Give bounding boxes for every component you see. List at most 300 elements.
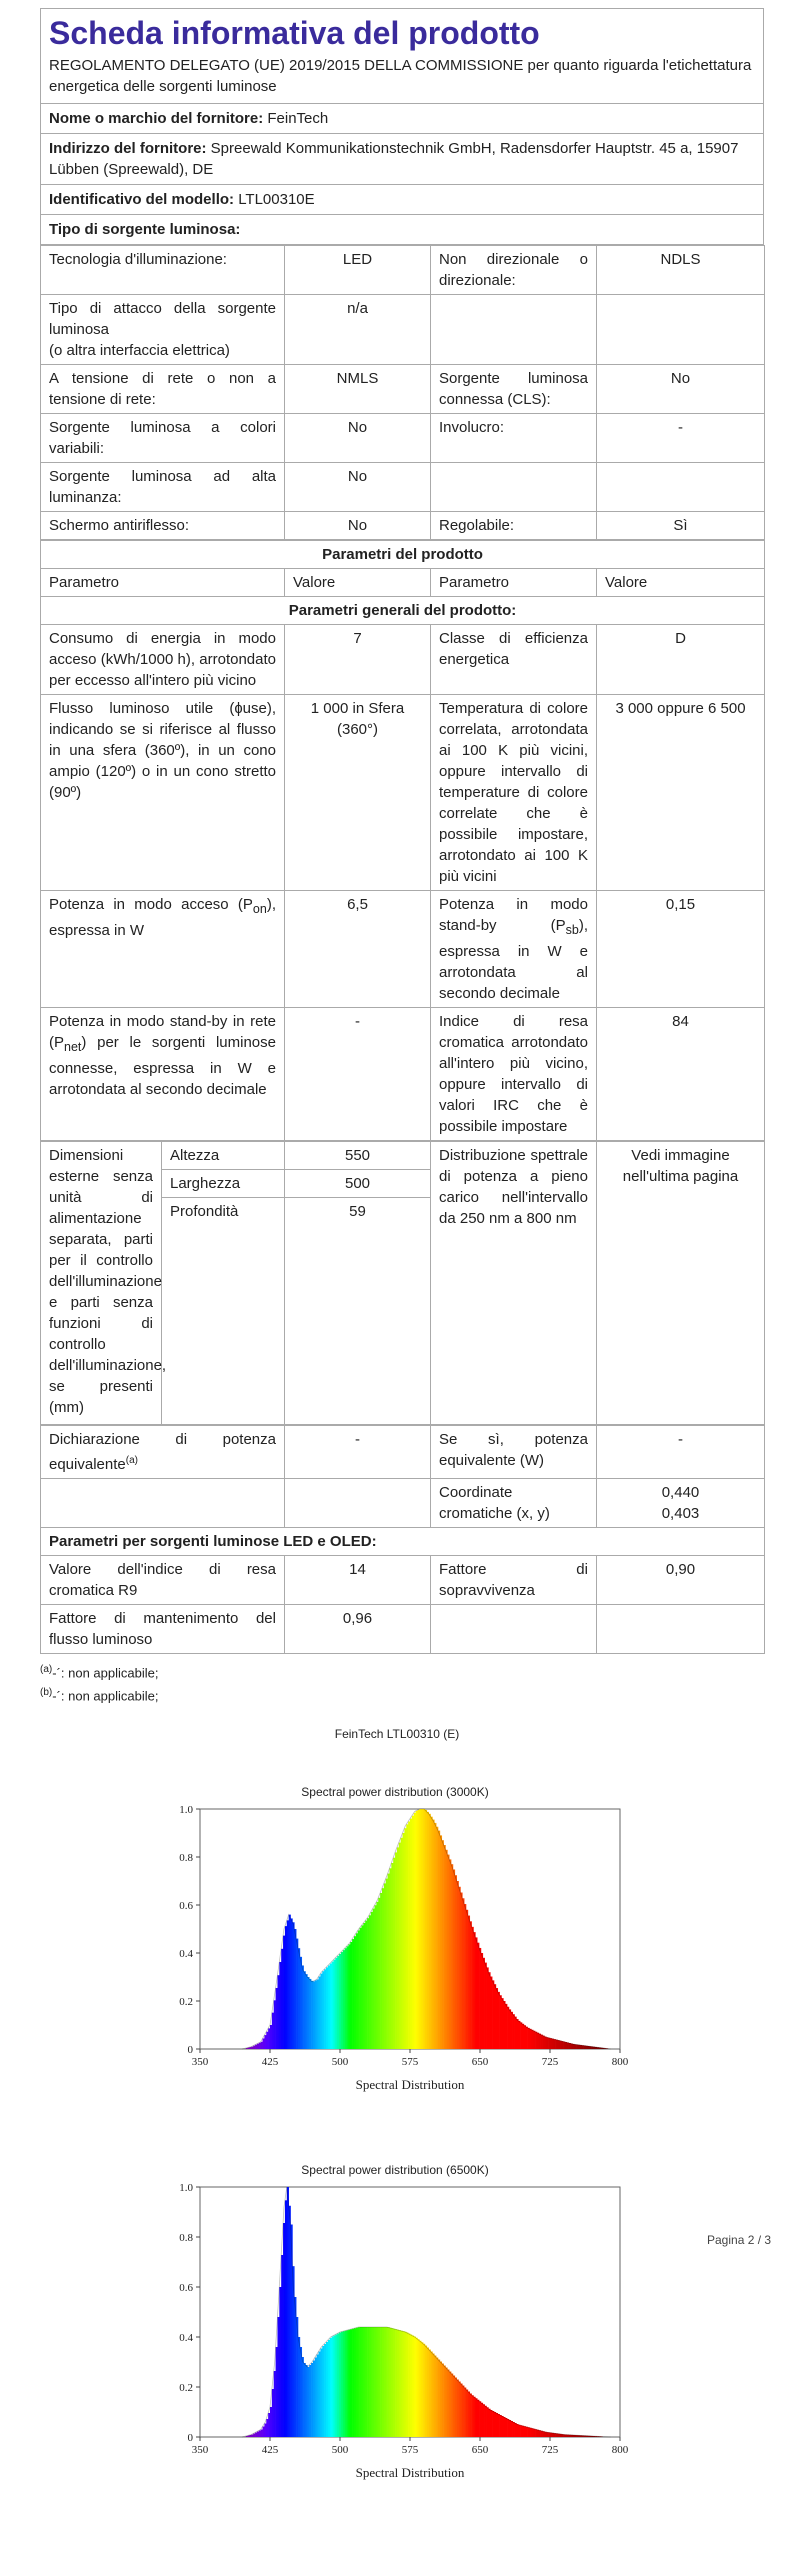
cell-c: Non direzionale o direzionale: [431,246,597,295]
spectrum-bar [373,1909,375,2049]
spectrum-bar [404,2332,406,2437]
spectrum-bar [373,2327,375,2437]
value-cct: 3 000 oppure 6 500 [597,695,765,891]
spectrum-bar [431,1817,433,2049]
spectrum-bar [438,2360,440,2438]
spectrum-bar [460,2384,462,2438]
x-tick-label: 650 [471,2444,489,2456]
cell-d: NDLS [597,246,765,295]
spectrum-bar [313,2361,315,2438]
spectrum-bar [427,1812,429,2049]
spectrum-bar [518,2425,520,2437]
x-tick-label: 800 [611,2056,629,2068]
spectrum-bar [268,2413,270,2437]
spectrum-bar [332,1962,334,2049]
spectrum-bar [309,1979,311,2049]
spectrum-bar [408,1821,410,2049]
spectrum-bar [432,1820,434,2049]
spectrum-bar [339,1954,341,2049]
y-tick-label: 0.8 [179,2232,193,2244]
table-row [41,414,765,463]
spectrum-bar [528,2427,530,2437]
spectral-chart-3000k [160,1785,630,2104]
col-header-value: Valore [285,569,431,597]
spectrum-bar [513,2422,515,2437]
param-power-on: Potenza in modo acceso $(P_{on})$, espressa in W [41,891,285,1008]
cell-c: Involucro: [431,414,597,463]
spectrum-bar [289,2206,291,2437]
spectrum-bar [264,2424,266,2438]
spectrum-bar [494,1984,496,2049]
spectrum-bar [492,1980,494,2049]
spectrum-bar [440,1835,442,2049]
value-standby: 0,15 [597,891,765,1008]
cell-a: Schermo antiriflesso: [41,512,285,540]
spectrum-bar [554,2039,556,2049]
cell-b: NMLS [285,365,431,414]
spectrum-bar [569,2043,571,2049]
spectrum-bar [503,2417,505,2437]
spectrum-bar [369,2327,371,2437]
spectrum-bar [546,2432,548,2437]
cell-c [431,463,597,512]
spectrum-bar [369,1915,371,2049]
spectrum-bar [313,1981,315,2049]
x-axis-label: Spectral Distribution [355,2465,465,2480]
spectrum-bar [324,1969,326,2049]
spectrum-bar [376,2327,378,2437]
spectrum-bar [539,2034,541,2049]
y-tick-label: 0.4 [179,1948,193,1960]
spectrum-bar [378,1898,380,2049]
spectrum-bar [457,1881,459,2049]
spectrum-bar [445,2368,447,2438]
spectrum-bar [272,2013,274,2049]
spectrum-bar [305,1974,307,2049]
table-row [41,463,765,512]
x-tick-label: 500 [331,2056,349,2068]
y-tick-label: 0.6 [179,1900,193,1912]
spectrum-bar [289,1915,291,2049]
spectrum-bar [436,2358,438,2438]
spectrum-bar [509,2009,511,2049]
col-header-param: Parametro [41,569,285,597]
spectrum-bar [401,1838,403,2049]
spectrum-bar [339,2333,341,2438]
spectrum-bar [436,1827,438,2049]
spectrum-bar [451,1864,453,2049]
spectrum-bar [429,2350,431,2438]
spectrum-bar [431,2352,433,2438]
spectrum-bar [462,2386,464,2438]
table-row [41,1008,765,1141]
spectrum-bar [358,2327,360,2437]
spectrum-bar [406,1824,408,2049]
spectrum-bar [442,2364,444,2438]
spectrum-bar [477,1943,479,2049]
spectrum-bar [311,1981,313,2049]
param-chroma: Coordinate cromatiche (x, y) [431,1479,597,1528]
model-row [40,185,764,215]
dim-width-value: 500 [285,1170,431,1198]
model-label: Identificativo del modello: [49,191,235,208]
x-tick-label: 425 [261,2444,279,2456]
spectrum-bar [423,2344,425,2437]
x-tick-label: 650 [471,2056,489,2068]
spectrum-bar [375,1905,377,2049]
spectrum-bar [531,2030,533,2049]
x-tick-label: 350 [191,2444,209,2456]
spectrum-bar [444,1845,446,2049]
spectrum-bar [384,1883,386,2049]
x-tick-label: 800 [611,2444,629,2456]
table-row [41,295,765,365]
spectrum-bar [414,1813,416,2049]
cell-b: No [285,512,431,540]
spectrum-bar [375,2327,377,2437]
spectrum-bar [457,2380,459,2438]
spectrum-bar [285,2200,287,2437]
spectrum-bar [304,1971,306,2049]
spectrum-bar [548,2038,550,2049]
cell-d: - [597,414,765,463]
spectrum-bar [255,2433,257,2438]
param-equivalent-power: Dichiarazione di potenza equivalente$^{(a)}$ [41,1426,285,1479]
value-spectral-distribution: Vedi immagine nell'ultima pagina [597,1142,765,1425]
table-row [41,1426,765,1479]
spectrum-bar [417,1810,419,2049]
col-header-value: Valore [597,569,765,597]
spectrum-bar [515,2423,517,2437]
spectrum-bar [276,2347,278,2437]
spectrum-bar [328,1965,330,2049]
spectrum-bar [567,2043,569,2049]
spectrum-bar [348,1944,350,2049]
source-table [40,245,765,540]
spectrum-bar [253,2434,255,2438]
spectrum-bar [274,2000,276,2049]
spectrum-bar [292,1922,294,2049]
spectrum-bar [347,1946,349,2049]
spectrum-bar [343,1950,345,2049]
spectrum-bar [279,2287,281,2437]
spectrum-bar [389,1868,391,2049]
table-row [41,1605,765,1654]
spectrum-bar [320,2349,322,2438]
spectrum-bar [500,2415,502,2437]
spectrum-bar [516,2019,518,2049]
spectrum-bar [393,1858,395,2049]
spectrum-bar [352,1939,354,2049]
spectrum-bar [529,2428,531,2437]
spectrum-bar [406,2333,408,2438]
spectrum-bar [490,1977,492,2049]
spectrum-bar [447,2370,449,2438]
spectrum-bar [326,1967,328,2049]
spectrum-bar [386,2327,388,2437]
spectrum-bar [251,2435,253,2438]
spectrum-bar [388,2327,390,2437]
spectrum-bar [444,2366,446,2438]
spectrum-bar [419,2341,421,2437]
spectrum-bar [395,2329,397,2437]
title-box [40,8,764,53]
spectrum-bar [259,2431,261,2438]
spectrum-bar [419,1809,421,2049]
spectrum-bar [324,2344,326,2437]
spectrum-bar [449,1859,451,2049]
spectrum-bar [367,2327,369,2437]
param-net-standby: Potenza in modo stand-by in rete $(P_{net})$ per le sorgenti luminose connesse, espressa in W e arrotondata al secondo decimale [41,1008,285,1141]
product-sheet [40,8,764,1707]
spectrum-bar [304,2363,306,2437]
spectrum-bar [410,2335,412,2438]
spectrum-bar [447,1855,449,2049]
spectrum-bar [257,2044,259,2049]
x-tick-label: 725 [541,2444,559,2456]
spectrum-bar [479,2401,481,2437]
params-table-2 [40,1425,765,1654]
spectrum-bar [281,1949,283,2049]
table-row [41,1479,765,1528]
spectrum-bar [485,2406,487,2437]
param-r9: Valore dell'indice di resa cromatica R9 [41,1556,285,1605]
footnote: $^{(a)}$-´: non applicabile; [40,1664,159,1681]
spectrum-bar [466,1910,468,2049]
spectrum-bar [488,2409,490,2437]
spectrum-bar [513,2014,515,2049]
dim-height-label: Altezza [162,1142,285,1170]
spectrum-bar [380,2327,382,2437]
spectrum-bar [522,2426,524,2437]
col-header-param: Parametro [431,569,597,597]
spectrum-bar [500,1995,502,2049]
spectrum-bar [277,2317,279,2437]
chart-title: Spectral power distribution (6500K) [301,2163,489,2177]
spectrum-bar [337,1956,339,2049]
spectrum-bar [259,2043,261,2049]
spectrum-bar [367,1918,369,2049]
spectrum-bar [442,1840,444,2049]
spectrum-bar [333,1960,335,2049]
spectrum-bar [531,2428,533,2437]
spectrum-bar [315,2358,317,2438]
spectrum-bar [341,2332,343,2437]
spectrum-bar [524,2426,526,2437]
regulation-text: REGOLAMENTO DELEGATO (UE) 2019/2015 DELLA COMMISSIONE per quanto riguarda l'etichettatura energetica delle sorgenti luminose [40,53,764,104]
spectrum-bar [403,2331,405,2437]
spectrum-bar [272,2389,274,2437]
spectrum-bar [341,1952,343,2049]
spectrum-bar [360,2327,362,2437]
spectrum-bar [459,2382,461,2438]
spectrum-bar [261,2430,263,2438]
spectrum-bar [481,1953,483,2049]
address-label: Indirizzo del fornitore: [49,140,207,157]
spectrum-bar [533,2429,535,2437]
x-tick-label: 575 [401,2056,419,2068]
spectrum-bar [261,2042,263,2049]
cell-a: A tensione di rete o non a tensione di rete: [41,365,285,414]
spectrum-bar [470,1921,472,2049]
spectrum-bar [507,2007,509,2049]
param-flux: Flusso luminoso utile (ɸuse), indicando se si riferisce al flusso in una sfera (360º), in un cono ampio (120º) o in un cono stretto (90º) [41,695,285,891]
spectrum-bar [526,2027,528,2049]
spectrum-bar [541,2035,543,2049]
spectrum-bar [264,2035,266,2049]
spectrum-bar [376,1902,378,2049]
supplier-row [40,104,764,134]
param-cri: Indice di resa cromatica arrotondato all'intero più vicino, oppure intervallo di valori IRC che è possibile impostare [431,1008,597,1141]
spectrum-bar [257,2432,259,2438]
spectrum-bar [345,2331,347,2437]
spectrum-bar [459,1887,461,2049]
value-flux: 1 000 in Sfera (360°) [285,695,431,891]
spectrum-bar [317,1979,319,2049]
spectrum-bar [427,2348,429,2438]
spectrum-bar [347,2330,349,2437]
spectrum-bar [556,2040,558,2049]
spectrum-bar [539,2430,541,2437]
y-tick-label: 0 [187,2044,193,2056]
spectrum-bar [475,1937,477,2049]
model-value: LTL00310E [238,191,315,208]
dimensions-table [40,1141,765,1425]
spectrum-bar [535,2429,537,2437]
spectrum-bar [332,2337,334,2438]
y-tick-label: 0.6 [179,2282,193,2294]
spectrum-bar [335,2335,337,2438]
spectrum-bar [401,2331,403,2437]
spectrum-bar [354,1936,356,2049]
cell-c: Regolabile: [431,512,597,540]
led-params-header: Parametri per sorgenti luminose LED e OLED: [41,1528,765,1556]
spectrum-bar [298,2337,300,2437]
spectrum-bar [302,1965,304,2049]
spectrum-bar [291,1918,293,2049]
x-axis-label: Spectral Distribution [355,2077,465,2092]
cell-b: No [285,414,431,463]
spectrum-bar [460,1893,462,2049]
spectrum-bar [393,2329,395,2437]
spectrum-bar [529,2029,531,2049]
spectrum-bar [298,1948,300,2049]
cell-a: Tipo di attacco della sorgente luminosa (o altra interfaccia elettrica) [41,295,285,365]
spectrum-bar [470,2394,472,2438]
spectrum-bar [335,1958,337,2049]
spectrum-bar [358,1930,360,2049]
spectrum-bar [479,1948,481,2049]
table-row [41,1142,765,1170]
cell-a: Sorgente luminosa a colori variabili: [41,414,285,463]
spectrum-bar [399,1843,401,2049]
param-equivalent-watts: Se sì, potenza equivalente (W) [431,1426,597,1479]
spectrum-bar [490,2410,492,2437]
footnotes [40,1660,764,1707]
spectrum-bar [410,1819,412,2049]
spectrum-bar [285,1926,287,2049]
dim-depth-label: Profondità [162,1198,285,1425]
spectrum-bar [386,1879,388,2049]
spectrum-bar [311,2363,313,2437]
spectrum-bar [429,1814,431,2049]
page-title: Scheda informativa del prodotto [49,15,540,51]
spectrum-bar [475,2398,477,2437]
spectrum-bar [557,2040,559,2049]
value-lumen-maintenance: 0,96 [285,1605,431,1654]
params-table [40,540,765,1141]
y-tick-label: 1.0 [179,2182,193,2194]
spectrum-bar [363,1923,365,2049]
value-net-standby: - [285,1008,431,1141]
spectrum-bar [266,2419,268,2437]
spectrum-bar [263,2038,265,2049]
chart-plot [160,1799,630,2099]
param-energy: Consumo di energia in modo acceso (kWh/1000 h), arrotondato per eccesso all'intero più vicino [41,625,285,695]
param-efficiency-class: Classe di efficienza energetica [431,625,597,695]
spectrum-bar [414,2337,416,2438]
spectrum-bar [440,2362,442,2438]
spectrum-bar [391,1863,393,2049]
spectrum-bar [361,1925,363,2049]
table-row [41,695,765,891]
spectrum-bar [253,2046,255,2049]
spectrum-bar [326,2342,328,2437]
spectrum-bar [511,2012,513,2049]
spectrum-bar [255,2045,257,2049]
spectrum-bar [472,1927,474,2049]
value-equivalent-power: - [285,1426,431,1479]
spectrum-bar [522,2024,524,2049]
spectrum-bar [507,2419,509,2437]
spectrum-bar [494,2412,496,2437]
spectrum-bar [432,2354,434,2438]
footnote: $^{(b)}$-´: non applicabile; [40,1687,159,1704]
spectrum-bar [307,1977,309,2049]
product-params-header: Parametri del prodotto [41,541,765,569]
spectrum-bar [343,2331,345,2437]
spectrum-bar [416,2338,418,2437]
spectrum-bar [296,1939,298,2049]
spectrum-bar [462,1898,464,2049]
spectrum-bar [350,1942,352,2049]
spectrum-bar [319,1977,321,2049]
spectrum-bar [281,2255,283,2437]
spectrum-bar [403,1833,405,2049]
spectrum-bar [466,2390,468,2438]
cell-d [597,295,765,365]
spectrum-bar [287,1920,289,2049]
spectrum-bar [397,1847,399,2049]
spectrum-bar [501,2416,503,2437]
spectrum-bar [468,1916,470,2049]
spectrum-bar [425,1810,427,2049]
spectrum-bar [544,2432,546,2437]
value-survival: 0,90 [597,1556,765,1605]
spectrum-bar [509,2420,511,2437]
cell-b: No [285,463,431,512]
spectrum-bar [524,2025,526,2049]
spectrum-bar [412,2336,414,2438]
spectrum-bar [348,2330,350,2437]
value-r9: 14 [285,1556,431,1605]
spectrum-bar [464,1904,466,2049]
spectrum-bar [365,1921,367,2049]
spectrum-bar [283,2223,285,2437]
spectrum-bar [561,2041,563,2049]
spectrum-bar [472,2395,474,2437]
spectrum-bar [328,2340,330,2437]
